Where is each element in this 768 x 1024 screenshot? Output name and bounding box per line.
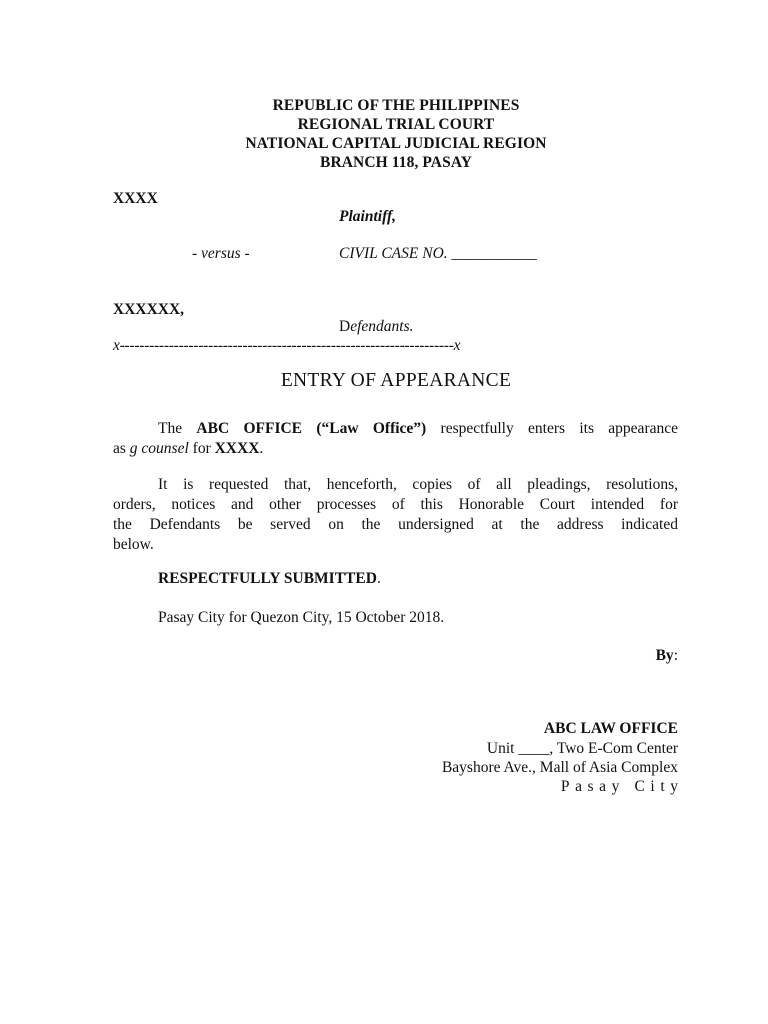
defendant-name: XXXXXX, [113, 301, 185, 318]
defendant-role [339, 318, 413, 336]
respectfully-submitted [158, 570, 381, 588]
signature-city [560, 778, 684, 796]
place-and-date: Pasay City for Quezon City, 15 October 2018. [158, 609, 445, 626]
signature-unit: Unit ____, Two E-Com Center [486, 740, 678, 757]
paragraph-request-line2: orders, notices and other processes of this Honorable Court intended for [113, 496, 678, 513]
paragraph-request [113, 475, 678, 555]
paragraph-appearance-line1 [113, 419, 678, 439]
client-name: XXXX [214, 440, 260, 457]
para1-for: for [188, 440, 215, 457]
document-title: ENTRY OF APPEARANCE [280, 370, 512, 391]
counsel-term: g counsel [129, 440, 189, 457]
paragraph-request-line1: It is requested that, henceforth, copies of all pleadings, resolutions, [158, 476, 678, 493]
by-label [656, 647, 678, 665]
by-text: By [655, 647, 674, 664]
header-republic: REPUBLIC OF THE PHILIPPINES [272, 97, 520, 114]
plaintiff-name: XXXX [113, 190, 158, 207]
caption-separator: x--------------------------------------------------------------------x [113, 337, 461, 354]
versus-label: - versus - [192, 245, 250, 262]
submitted-text: RESPECTFULLY SUBMITTED [158, 570, 377, 587]
law-office-name: ABC OFFICE (“Law Office”) [196, 420, 427, 437]
header-region: NATIONAL CAPITAL JUDICIAL REGION [245, 135, 547, 152]
para1-rest: respectfully enters its appearance [426, 420, 678, 437]
signature-city-text: Pasay City [560, 778, 684, 795]
para1-the: The [158, 420, 197, 437]
paragraph-appearance [113, 419, 678, 459]
para1-period: . [259, 440, 264, 457]
plaintiff-role: Plaintiff, [339, 208, 396, 225]
civil-case-number: CIVIL CASE NO. ___________ [339, 245, 537, 262]
paragraph-request-line4: below. [113, 536, 154, 553]
defendant-role-rest: efendants. [350, 318, 414, 335]
signature-street: Bayshore Ave., Mall of Asia Complex [441, 759, 678, 776]
defendant-role-initial: D [339, 318, 351, 335]
paragraph-appearance-line2 [113, 439, 678, 459]
header-court: REGIONAL TRIAL COURT [297, 116, 495, 133]
signature-firm: ABC LAW OFFICE [543, 720, 678, 737]
header-branch: BRANCH 118, PASAY [320, 154, 472, 171]
by-colon: : [673, 647, 678, 664]
paragraph-request-line3: the Defendants be served on the undersigned at the address indicated [113, 516, 678, 533]
submitted-period: . [376, 570, 381, 587]
para1-as: as [113, 440, 130, 457]
court-header [0, 96, 768, 172]
